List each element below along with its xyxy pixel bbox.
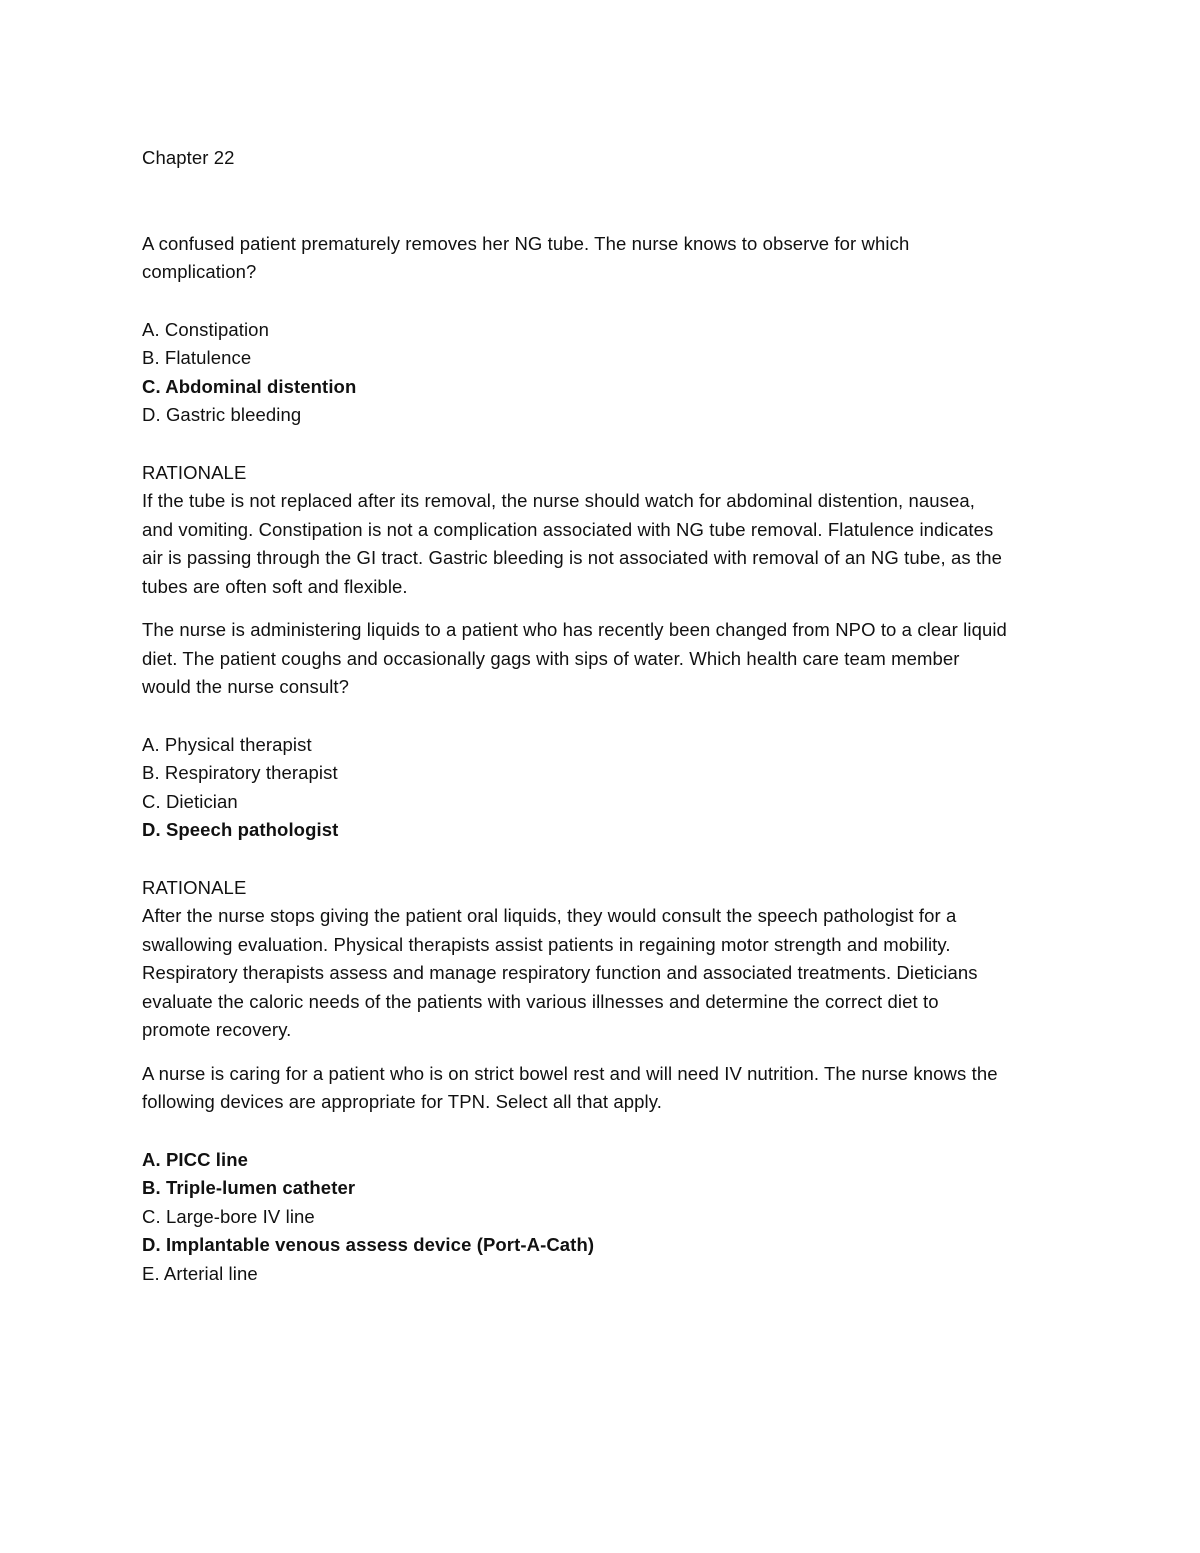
question-1-stem-line: A confused patient prematurely removes her NG tube. The nurse knows to observe for which (142, 232, 910, 254)
question-2 (142, 616, 1060, 1045)
question-2-stem-line: The nurse is administering liquids to a patient who has recently been changed from NPO to a clear liquid (142, 619, 1007, 640)
question-3-option-a-correct: A. PICC line (142, 1148, 249, 1170)
question-2-option-c: C. Dietician (142, 790, 238, 812)
question-3-option-b-correct: B. Triple-lumen catheter (142, 1177, 356, 1198)
chapter-title: Chapter 22 (142, 147, 235, 168)
question-3 (142, 1060, 1060, 1289)
rationale-line: evaluate the caloric needs of the patients with various illnesses and determine the correct diet to (142, 990, 939, 1012)
rationale-line: air is passing through the GI tract. Gastric bleeding is not associated with removal of an NG tube, as the (142, 547, 1002, 568)
question-2-option-a: A. Physical therapist (142, 733, 312, 755)
rationale-line: Respiratory therapists assess and manage respiratory function and associated treatments. Dieticians (142, 962, 978, 983)
question-3-option-c: C. Large-bore IV line (142, 1205, 315, 1227)
question-3-stem-line: following devices are appropriate for TPN. Select all that apply. (142, 1091, 662, 1112)
rationale-heading: RATIONALE (142, 876, 247, 898)
question-1-option-b: B. Flatulence (142, 347, 252, 368)
question-2-stem-line: would the nurse consult? (142, 676, 350, 697)
rationale-line: and vomiting. Constipation is not a complication associated with NG tube removal. Flatulence indicates (142, 518, 994, 540)
question-1 (142, 230, 1060, 602)
question-1-option-a: A. Constipation (142, 318, 269, 340)
question-3-stem-line: A nurse is caring for a patient who is on strict bowel rest and will need IV nutrition. The nurse knows the (142, 1062, 998, 1084)
rationale-line: After the nurse stops giving the patient oral liquids, they would consult the speech pathologist for a (142, 905, 957, 926)
question-3-option-d-correct: D. Implantable venous assess device (Port-A-Cath) (142, 1234, 595, 1255)
rationale-line: promote recovery. (142, 1019, 292, 1040)
question-2-option-b: B. Respiratory therapist (142, 762, 338, 783)
question-1-stem-line: complication? (142, 261, 257, 282)
question-2-option-d-correct: D. Speech pathologist (142, 819, 339, 840)
rationale-line: swallowing evaluation. Physical therapists assist patients in regaining motor strength and mobility. (142, 933, 951, 955)
rationale-heading: RATIONALE (142, 461, 247, 483)
question-1-option-d: D. Gastric bleeding (142, 404, 302, 425)
question-3-option-e: E. Arterial line (142, 1262, 258, 1284)
rationale-line: tubes are often soft and flexible. (142, 575, 408, 597)
rationale-line: If the tube is not replaced after its removal, the nurse should watch for abdominal distention, nausea, (142, 490, 975, 511)
question-2-stem-line: diet. The patient coughs and occasionally gags with sips of water. Which health care team member (142, 647, 960, 669)
question-1-option-c-correct: C. Abdominal distention (142, 375, 357, 397)
